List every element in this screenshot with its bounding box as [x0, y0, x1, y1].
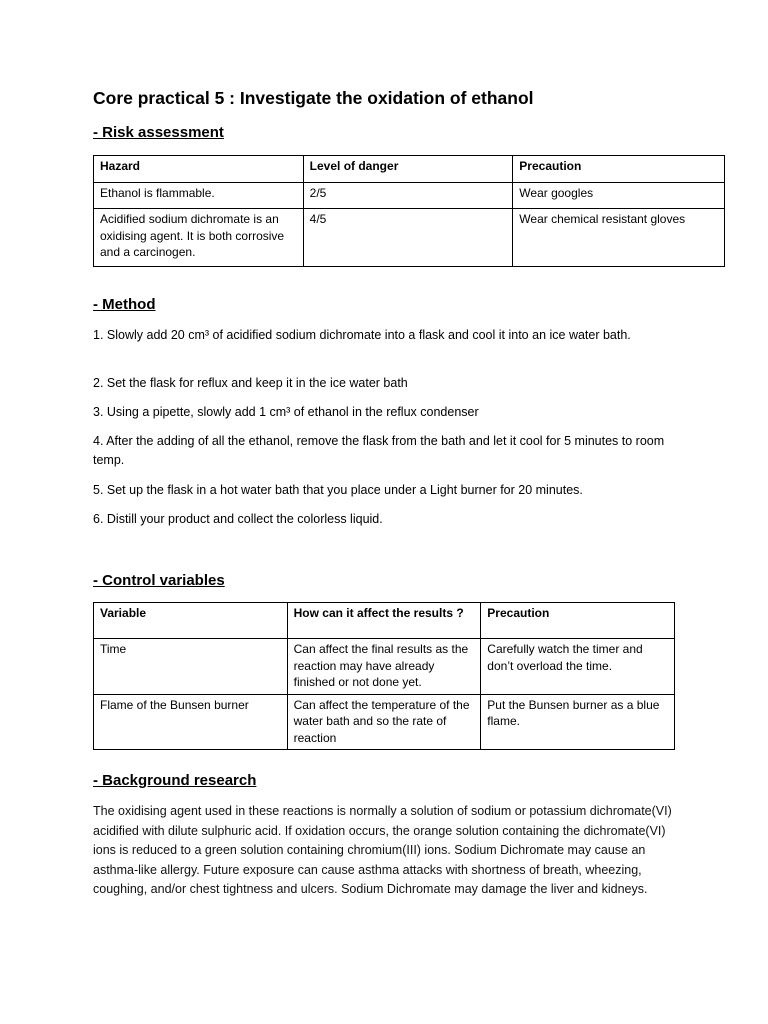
- table-cell: Wear chemical resistant gloves: [513, 209, 725, 267]
- method-step: 2. Set the flask for reflux and keep it in the ice water bath: [93, 376, 408, 390]
- table-cell: Can affect the final results as the reaction may have already finished or not done yet.: [287, 639, 481, 695]
- table-cell: Time: [94, 639, 288, 695]
- table-row: [94, 694, 675, 750]
- column-header: How can it affect the results ?: [287, 603, 481, 639]
- table-cell: Ethanol is flammable.: [94, 183, 304, 209]
- table-row: [94, 639, 675, 695]
- method-step: 6. Distill your product and collect the colorless liquid.: [93, 512, 383, 526]
- table-cell: 4/5: [303, 209, 513, 267]
- column-header: Level of danger: [303, 156, 513, 183]
- method-step: 5. Set up the flask in a hot water bath that you place under a Light burner for 20 minutes.: [93, 483, 583, 497]
- method-heading: - Method: [93, 296, 156, 313]
- method-step: 4. After the adding of all the ethanol, remove the flask from the bath and let it cool for 5 minutes to room temp.: [93, 434, 665, 467]
- table-row: [94, 183, 725, 209]
- table-cell: Flame of the Bunsen burner: [94, 694, 288, 750]
- column-header: Precaution: [513, 156, 725, 183]
- background-research-heading: - Background research: [93, 772, 257, 789]
- column-header: Precaution: [481, 603, 675, 639]
- page-title: Core practical 5 : Investigate the oxidation of ethanol: [93, 88, 534, 108]
- control-variables-table: [93, 602, 675, 750]
- method-step: 1. Slowly add 20 cm³ of acidified sodium dichromate into a flask and cool it into an ice water bath.: [93, 328, 631, 342]
- control-variables-heading: - Control variables: [93, 572, 225, 589]
- table-row: [94, 209, 725, 267]
- risk-assessment-heading: - Risk assessment: [93, 124, 224, 141]
- table-header-row: [94, 156, 725, 183]
- table-cell: Acidified sodium dichromate is an oxidising agent. It is both corrosive and a carcinogen.: [94, 209, 304, 267]
- table-cell: Put the Bunsen burner as a blue flame.: [481, 694, 675, 750]
- table-cell: Can affect the temperature of the water bath and so the rate of reaction: [287, 694, 481, 750]
- table-header-row: [94, 603, 675, 639]
- table-cell: 2/5: [303, 183, 513, 209]
- method-step: 3. Using a pipette, slowly add 1 cm³ of ethanol in the reflux condenser: [93, 405, 479, 419]
- background-research-paragraph: The oxidising agent used in these reactions is normally a solution of sodium or potassium dichromate(VI) acidified with dilute sulphuric acid. If oxidation occurs, the orange solution containing the dichromate(VI) ions is reduced to a green solution containing chromium(III) ions. Sodium Dichromate may cause an asthma-like allergy. Future exposure can cause asthma attacks with shortness of breath, wheezing, coughing, and/or chest tightness and ulcers. Sodium Dichromate may damage the liver and kidneys.: [93, 804, 672, 896]
- table-cell: Wear googles: [513, 183, 725, 209]
- column-header: Variable: [94, 603, 288, 639]
- table-cell: Carefully watch the timer and don’t overload the time.: [481, 639, 675, 695]
- column-header: Hazard: [94, 156, 304, 183]
- risk-assessment-table: [93, 155, 725, 267]
